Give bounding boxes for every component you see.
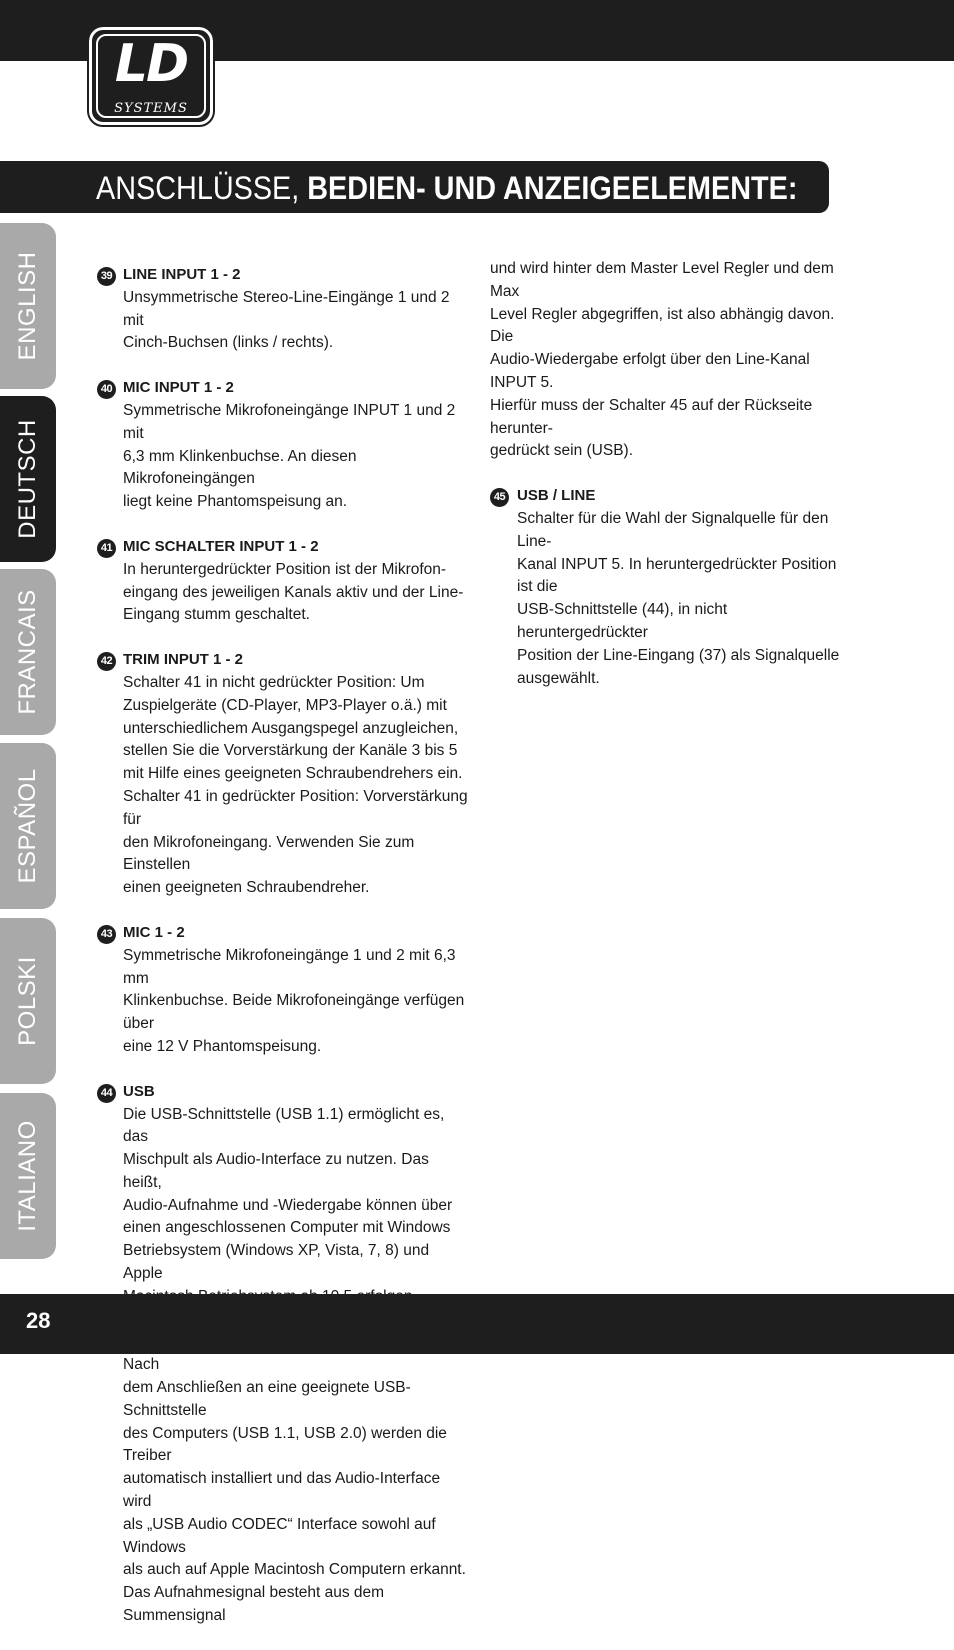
- tab-label: ITALIANO: [14, 1120, 41, 1232]
- page-number: 28: [26, 1308, 51, 1333]
- tab-label: DEUTSCH: [14, 419, 41, 539]
- list-item: [97, 1081, 469, 1628]
- title-bar: [0, 161, 829, 213]
- item-heading: MIC SCHALTER INPUT 1 - 2: [123, 537, 319, 555]
- list-item: [97, 377, 469, 514]
- list-item: [97, 536, 469, 627]
- tab-english[interactable]: [0, 223, 56, 389]
- tab-label: POLSKI: [14, 956, 41, 1046]
- list-item: [490, 485, 850, 690]
- page-title: [96, 169, 797, 207]
- ld-systems-logo: [89, 27, 213, 125]
- item-body: Die USB-Schnittstelle (USB 1.1) ermöglicht es, das Mischpult als Audio-Interface zu nutzen. Das heißt, Audio-Aufnahme und -Wiedergabe können über einen angeschlossenen Computer mit Windows Betriebsystem (Windows XP, Vista, 7, 8) und Apple Nach dem Anschließen an eine geeignete USB-Schnittstelle des Computers (USB 1.1, USB 2.0) werden die Treiber automatisch installiert und das Audio-Interface wird als „USB Audio CODEC“ Interface sowohl auf Windows als auch auf Apple Macintosh Computern erkannt. Das Aufnahmesignal besteht aus dem Summensignal: [123, 1105, 466, 1625]
- list-item: [97, 264, 469, 355]
- item-number-badge: 39: [97, 267, 116, 286]
- tab-francais[interactable]: [0, 569, 56, 735]
- item-heading: USB / LINE: [517, 487, 596, 505]
- left-column: [97, 264, 469, 1650]
- list-item: [97, 922, 469, 1059]
- item-number-badge: 45: [490, 488, 509, 507]
- bottom-bar: [0, 1294, 954, 1354]
- item-body: Symmetrische Mikrofoneingänge 1 und 2 mit 6,3 mm Klinkenbuchse. Beide Mikrofoneingänge verfügen über eine 12 V Phantomspeisung.: [123, 946, 465, 1055]
- item-number-badge: 41: [97, 539, 116, 558]
- item-heading: USB: [123, 1082, 155, 1100]
- title-light: ANSCHLÜSSE,: [96, 170, 300, 206]
- title-bold: BEDIEN- UND ANZEIGEELEMENTE:: [307, 170, 798, 206]
- tab-deutsch[interactable]: [0, 396, 56, 562]
- item-number-badge: 42: [97, 652, 116, 671]
- item-number-badge: 43: [97, 925, 116, 944]
- item-body: Symmetrische Mikrofoneingänge INPUT 1 und 2 mit 6,3 mm Klinkenbuchse. An diesen Mikrofoneingängen liegt keine Phantomspeisung an.: [123, 401, 456, 511]
- item-heading: MIC INPUT 1 - 2: [123, 379, 234, 397]
- item-body: Schalter für die Wahl der Signalquelle für den Line- Kanal INPUT 5. In heruntergedrückter Position ist die USB-Schnittstelle (44), in nicht heruntergedrückter Position der Line-Eingang (37) als Signalquelle ausgewählt.: [517, 509, 840, 687]
- item-heading: LINE INPUT 1 - 2: [123, 266, 241, 283]
- tab-label: FRANCAIS: [14, 589, 41, 715]
- list-item: [97, 649, 469, 900]
- logo-mark: LD: [114, 34, 188, 94]
- item-body: Unsymmetrische Stereo-Line-Eingänge 1 und 2 mit Cinch-Buchsen (links / rechts).: [123, 288, 450, 352]
- tab-italiano[interactable]: [0, 1093, 56, 1259]
- item-heading: MIC 1 - 2: [123, 923, 185, 941]
- tab-espanol[interactable]: [0, 743, 56, 909]
- tab-polski[interactable]: [0, 918, 56, 1084]
- item-body: Schalter 41 in nicht gedrückter Position: Um Zuspielgeräte (CD-Player, MP3-Player o.ä.) mit unterschiedlichem Ausgangspegel anzugleichen, stellen Sie die Vorverstärkung der Kanäle 3 bis 5 mit Hilfe eines geeigneten Schraubendrehers ein. Schalter 41 in gedrückter Position: Vorverstärkung für den Mikrofoneingang. Verwenden Sie zum Einstellen einen geeigneten Schraubendreher.: [123, 673, 468, 897]
- item-body: In heruntergedrückter Position ist der Mikrofon- eingang des jeweiligen Kanals aktiv und der Line- Eingang stumm geschaltet.: [123, 560, 464, 624]
- tab-label: ENGLISH: [14, 251, 41, 361]
- continuation-text: und wird hinter dem Master Level Regler und dem Max Level Regler abgegriffen, ist also abhängig davon. Die Audio-Wiedergabe erfolgt über den Line-Kanal INPUT 5. Hierfür muss der Schalter 45 auf der Rückseite herunter- gedrückt sein (USB).: [490, 260, 835, 460]
- right-column: [490, 258, 850, 712]
- tab-label: ESPAÑOL: [14, 768, 41, 884]
- logo-subtitle: SYSTEMS: [114, 101, 188, 116]
- item-number-badge: 44: [97, 1084, 116, 1103]
- item-number-badge: 40: [97, 380, 116, 399]
- item-heading: TRIM INPUT 1 - 2: [123, 651, 244, 669]
